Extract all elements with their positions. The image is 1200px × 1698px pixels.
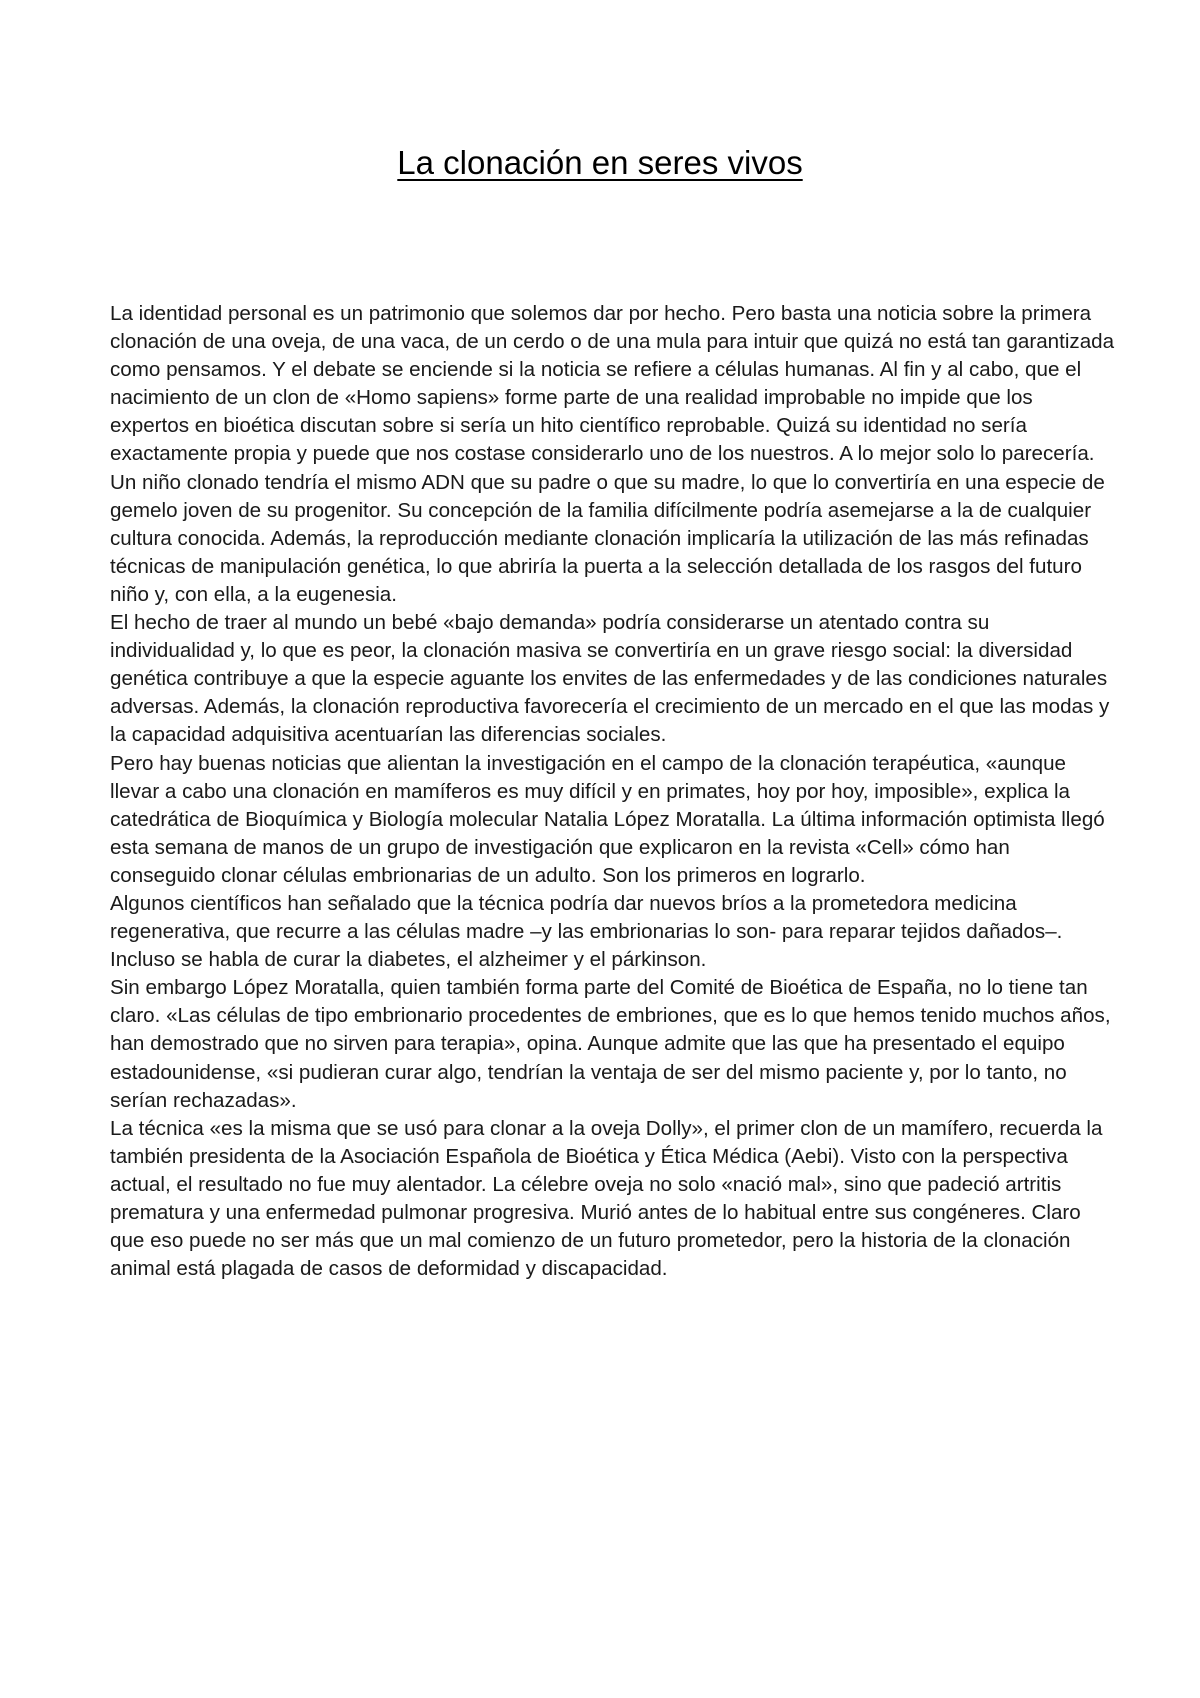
paragraph-1: La identidad personal es un patrimonio que solemos dar por hecho. Pero basta una noticia sobre la primera clonación de una oveja, de una vaca, de un cerdo o de una mula para intuir que quizá no está tan garantizada como pensamos. Y el debate se enciende si la noticia se refiere a células humanas. Al fin y al cabo, que el nacimiento de un clon de «Homo sapiens» forme parte de una realidad improbable no impide que los expertos en bioética discutan sobre si sería un hito científico reprobable. Quizá su identidad no sería exactamente propia y puede que nos costase considerarlo uno de los nuestros. A lo mejor solo lo parecería. [110,302,1115,466]
document-title: La clonación en seres vivos [397,144,803,181]
paragraph-6: Sin embargo López Moratalla, quien también forma parte del Comité de Bioética de España, no lo tiene tan claro. «Las células de tipo embrionario procedentes de embriones, que es lo que hemos tenido muchos años, han demostrado que no sirven para terapia», opina. Aunque admite que las que ha presentado el equipo estadounidense, «si pudieran curar algo, tendrían la ventaja de ser del mismo paciente y, por lo tanto, no serían rechazadas». [110,976,1111,1112]
paragraph-5: Algunos científicos han señalado que la técnica podría dar nuevos bríos a la prometedora medicina regenerativa, que recurre a las células madre –y las embrionarias lo son- para reparar tejidos dañados–. Incluso se habla de curar la diabetes, el alzheimer y el párkinson. [110,891,1063,972]
document-body [110,300,1115,1283]
paragraph-7: La técnica «es la misma que se usó para clonar a la oveja Dolly», el primer clon de un mamífero, recuerda la también presidenta de la Asociación Española de Bioética y Ética Médica (Aebi). Visto con la perspectiva actual, el resultado no fue muy alentador. La célebre oveja no solo «nació mal», sino que padeció artritis prematura y una enfermedad pulmonar progresiva. Murió antes de lo habitual entre sus congéneres. Claro que eso puede no ser más que un mal comienzo de un futuro prometedor, pero la historia de la clonación animal está plagada de casos de deformidad y discapacidad. [110,1116,1103,1281]
paragraph-3: El hecho de traer al mundo un bebé «bajo demanda» podría considerarse un atentado contra su individualidad y, lo que es peor, la clonación masiva se convertiría en un grave riesgo social: la diversidad genética contribuye a que la especie aguante los envites de las enfermedades y de las condiciones naturales adversas. Además, la clonación reproductiva favorecería el crecimiento de un mercado en el que las modas y la capacidad adquisitiva acentuarían las diferencias sociales. [110,611,1110,747]
paragraph-2: Un niño clonado tendría el mismo ADN que su padre o que su madre, lo que lo convertiría en una especie de gemelo joven de su progenitor. Su concepción de la familia difícilmente podría asemejarse a la de cualquier cultura conocida. Además, la reproducción mediante clonación implicaría la utilización de las más refinadas técnicas de manipulación genética, lo que abriría la puerta a la selección detallada de los rasgos del futuro niño y, con ella, a la eugenesia. [110,470,1105,606]
paragraph-4: Pero hay buenas noticias que alientan la investigación en el campo de la clonación terapéutica, «aunque llevar a cabo una clonación en mamíferos es muy difícil y en primates, hoy por hoy, imposible», explica la catedrática de Bioquímica y Biología molecular Natalia López Moratalla. La última información optimista llegó esta semana de manos de un grupo de investigación que explicaron en la revista «Cell» cómo han conseguido clonar células embrionarias de un adulto. Son los primeros en lograrlo. [110,751,1105,887]
